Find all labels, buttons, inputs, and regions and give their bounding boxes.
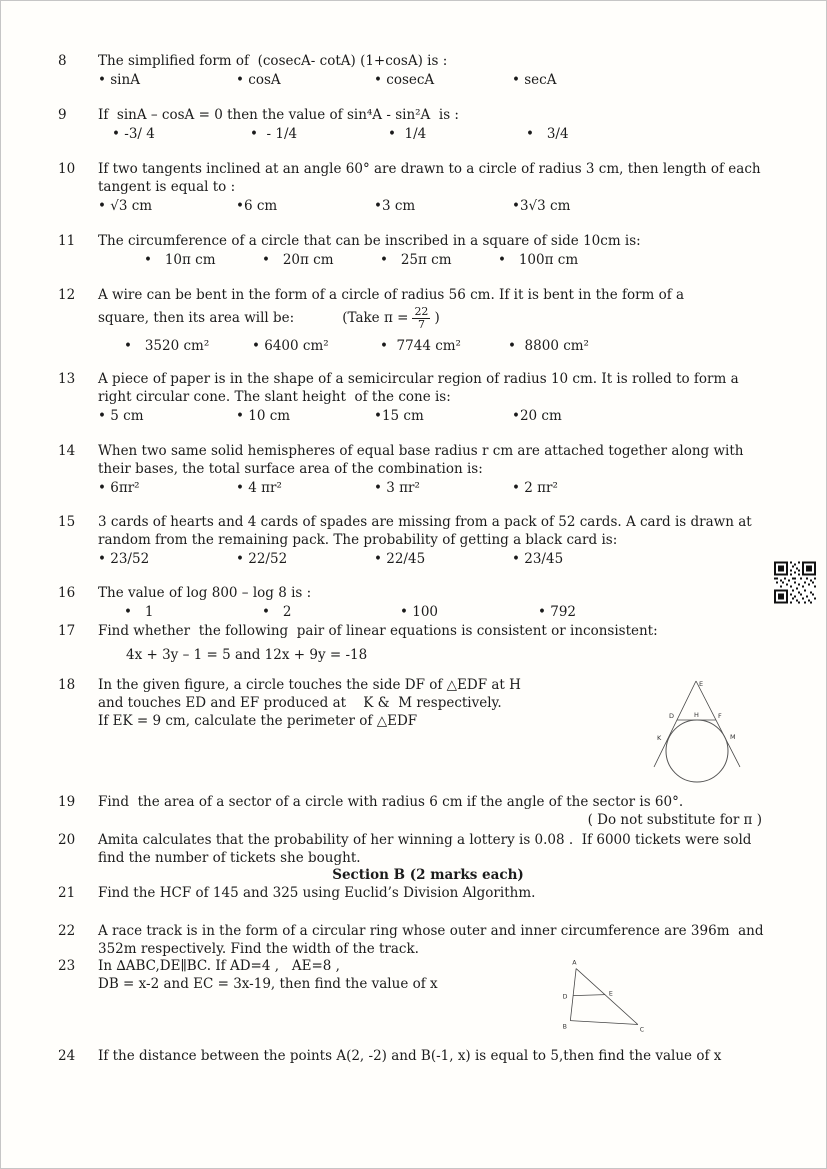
figure-label-K: K <box>657 734 662 742</box>
equations-line: 4x + 3y – 1 = 5 and 12x + 9y = -18 <box>126 647 368 663</box>
option: •20 cm <box>512 408 562 424</box>
question-23 <box>58 957 766 993</box>
question-number: 8 <box>58 53 67 69</box>
option: • sinA <box>98 72 140 88</box>
option: •3√3 cm <box>512 198 571 214</box>
circle-triangle-figure <box>644 677 750 795</box>
question-number: 23 <box>58 958 76 974</box>
option: • 792 <box>538 604 577 620</box>
question-20 <box>58 831 766 867</box>
figure-label-E: E <box>608 990 613 998</box>
question-text: Find whether the following pair of linear equations is consistent or inconsistent: <box>98 623 658 639</box>
options-row <box>98 337 766 355</box>
question-text: When two same solid hemispheres of equal base radius r cm are attached together along with their bases, the total surface area of the combination is: <box>98 443 748 477</box>
question-number: 10 <box>58 161 76 177</box>
question-text: Find the area of a sector of a circle with radius 6 cm if the angle of the sector is 60°. <box>98 794 684 810</box>
option: • 8800 cm² <box>508 338 589 354</box>
question-24 <box>58 1047 766 1065</box>
question-text: A race track is in the form of a circular ring whose outer and inner circumference are 396m and 352m respectively. Find the width of the track. <box>98 923 768 957</box>
question-text-continued <box>98 304 766 332</box>
figure-label-F: F <box>718 712 722 720</box>
question-number: 15 <box>58 514 76 530</box>
segment-DE <box>573 995 605 996</box>
fraction-denominator: 7 <box>417 317 425 331</box>
side-BC <box>570 1021 638 1025</box>
option: • 1 <box>124 604 154 620</box>
question-text: In ∆ABC,DE∥BC. If AD=4 , AE=8 , <box>98 958 340 974</box>
question-text: square, then its area will be: <box>98 310 295 326</box>
question-text: and touches ED and EF produced at K & M respectively. <box>98 695 502 711</box>
options-row <box>98 71 766 89</box>
option: • 10 cm <box>236 408 291 424</box>
question-text: Amita calculates that the probability of her winning a lottery is 0.08 . If 6000 tickets were sold find the number of tickets she bought. <box>98 832 756 866</box>
option: • 100 <box>400 604 439 620</box>
question-12 <box>58 286 766 355</box>
question-number: 11 <box>58 233 76 249</box>
option: • 23/52 <box>98 551 150 567</box>
option: • 6πr² <box>98 480 140 496</box>
option: • - 1/4 <box>250 126 298 142</box>
option: •3 cm <box>374 198 416 214</box>
question-10 <box>58 160 766 215</box>
option: • secA <box>512 72 557 88</box>
options-row <box>98 603 766 621</box>
question-number: 16 <box>58 585 76 601</box>
option: • 10π cm <box>144 252 216 268</box>
take-pi-prefix: (Take π = <box>342 310 409 326</box>
option: • 20π cm <box>262 252 334 268</box>
question-number: 20 <box>58 832 76 848</box>
question-number: 21 <box>58 885 76 901</box>
question-number: 13 <box>58 371 76 387</box>
option: • 5 cm <box>98 408 144 424</box>
figure-label-A: A <box>572 959 577 967</box>
option: • 3/4 <box>526 126 569 142</box>
question-number: 12 <box>58 287 76 303</box>
circle <box>666 720 728 782</box>
option: • 2 πr² <box>512 480 558 496</box>
question-21 <box>58 884 766 902</box>
pi-approximation <box>342 306 440 330</box>
option: • 2 <box>262 604 292 620</box>
section-b-heading: Section B (2 marks each) <box>332 867 524 883</box>
figure-label-H: H <box>694 711 699 719</box>
fraction-22-over-7 <box>412 306 430 330</box>
option: • 6400 cm² <box>252 338 329 354</box>
question-text: The circumference of a circle that can be inscribed in a square of side 10cm is: <box>98 233 641 249</box>
option: • 4 πr² <box>236 480 282 496</box>
question-17 <box>58 622 766 664</box>
question-text: If the distance between the points A(2, -2) and B(-1, x) is equal to 5,then find the value of x <box>98 1048 722 1064</box>
question-19 <box>58 793 766 829</box>
question-8 <box>58 52 766 89</box>
fraction-numerator: 22 <box>414 304 429 318</box>
question-text: The simplified form of (cosecA- cotA) (1+cosA) is : <box>98 53 448 69</box>
question-text: If sinA – cosA = 0 then the value of sin⁴A - sin²A is : <box>98 107 459 123</box>
options-row <box>98 550 766 568</box>
figure-label-M: M <box>730 733 736 741</box>
question-text: A piece of paper is in the shape of a semicircular region of radius 10 cm. It is rolled to form a right circular cone. The slant height of the cone is: <box>98 371 743 405</box>
options-row <box>98 251 766 269</box>
options-row <box>98 479 766 497</box>
question-number: 14 <box>58 443 76 459</box>
option: • √3 cm <box>98 198 153 214</box>
question-14 <box>58 442 766 497</box>
option: •6 cm <box>236 198 278 214</box>
option: • cosecA <box>374 72 435 88</box>
qr-code-icon <box>774 560 816 605</box>
option: • 22/52 <box>236 551 288 567</box>
question-15 <box>58 513 766 568</box>
figure-label-D: D <box>562 993 568 1001</box>
question-text: Find the HCF of 145 and 325 using Euclid’s Division Algorithm. <box>98 885 536 901</box>
side-AC <box>576 969 638 1025</box>
side-AB <box>570 969 576 1021</box>
option: • 25π cm <box>380 252 452 268</box>
question-text: If two tangents inclined at an angle 60° are drawn to a circle of radius 3 cm, then length of each tangent is equal to : <box>98 161 765 195</box>
question-number: 24 <box>58 1048 76 1064</box>
pi-note: ( Do not substitute for π ) <box>587 812 762 828</box>
question-number: 18 <box>58 677 76 693</box>
question-13 <box>58 370 766 425</box>
take-pi-suffix: ) <box>434 310 440 326</box>
figure-label-B: B <box>562 1023 567 1031</box>
question-22 <box>58 922 766 958</box>
question-16 <box>58 584 766 621</box>
question-text: 3 cards of hearts and 4 cards of spades are missing from a pack of 52 cards. A card is drawn at random from the remaining pack. The probability of getting a black card is: <box>98 514 756 548</box>
question-11 <box>58 232 766 269</box>
option: • 3 πr² <box>374 480 420 496</box>
figure-label-E: E <box>699 680 704 688</box>
question-number: 9 <box>58 107 67 123</box>
option: • 22/45 <box>374 551 426 567</box>
option: • 100π cm <box>498 252 579 268</box>
option: • 23/45 <box>512 551 564 567</box>
tangent-line-right <box>696 681 740 767</box>
option: • 3520 cm² <box>124 338 210 354</box>
question-text: DB = x-2 and EC = 3x-19, then find the value of x <box>98 976 438 992</box>
tangent-line-left <box>654 681 696 767</box>
option: • -3/ 4 <box>112 126 155 142</box>
options-row <box>98 407 766 425</box>
question-number: 22 <box>58 923 76 939</box>
question-number: 17 <box>58 623 76 639</box>
option: • 7744 cm² <box>380 338 461 354</box>
options-row <box>98 125 766 143</box>
question-text: A wire can be bent in the form of a circle of radius 56 cm. If it is bent in the form of a <box>98 287 685 303</box>
option: •15 cm <box>374 408 424 424</box>
question-number: 19 <box>58 794 76 810</box>
question-text: The value of log 800 – log 8 is : <box>98 585 312 601</box>
option: • cosA <box>236 72 281 88</box>
options-row <box>98 197 766 215</box>
question-9 <box>58 106 766 143</box>
question-text: If EK = 9 cm, calculate the perimeter of △EDF <box>98 713 418 729</box>
figure-label-C: C <box>639 1026 645 1034</box>
triangle-figure <box>557 957 657 1039</box>
option: • 1/4 <box>388 126 427 142</box>
question-text: In the given figure, a circle touches the side DF of △EDF at H <box>98 677 521 693</box>
figure-label-D: D <box>669 712 675 720</box>
